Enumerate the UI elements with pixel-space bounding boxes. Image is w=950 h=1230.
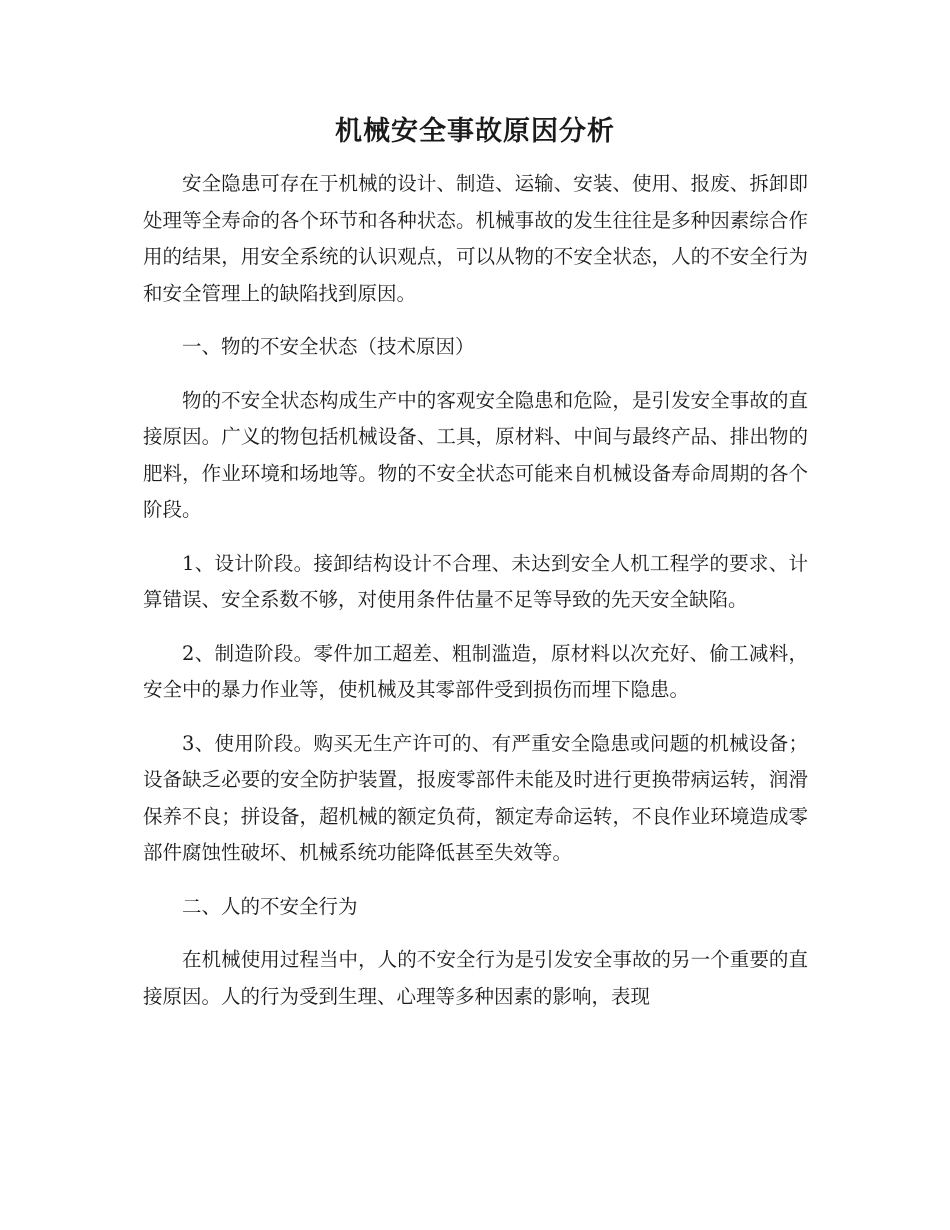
list-item-usage-stage: 3、使用阶段。购买无生产许可的、有严重安全隐患或问题的机械设备；设备缺乏必要的安全防护装置，报废零部件未能及时进行更换带病运转，润滑保养不良；拼设备，超机械的额定负荷，额定寿命运转，不良作业环境造成零部件腐蚀性破坏、机械系统功能降低甚至失效等。 <box>143 731 808 864</box>
section-heading-1: 一、物的不安全状态（技术原因） <box>182 335 475 358</box>
body-paragraph: 在机械使用过程当中，人的不安全行为是引发安全事故的另一个重要的直接原因。人的行为受到生理、心理等多种因素的影响，表现 <box>143 948 808 1008</box>
list-item-manufacturing-stage: 2、制造阶段。零件加工超差、粗制滥造，原材料以次充好、偷工减料，安全中的暴力作业等，使机械及其零部件受到损伤而埋下隐患。 <box>143 641 808 701</box>
list-item-design-stage: 1、设计阶段。接卸结构设计不合理、未达到安全人机工程学的要求、计算错误、安全系数不够，对使用条件估量不足等导致的先天安全缺陷。 <box>143 551 808 611</box>
section-heading-2: 二、人的不安全行为 <box>182 894 358 918</box>
document-title: 机械安全事故原因分析 <box>335 116 615 147</box>
intro-paragraph: 安全隐患可存在于机械的设计、制造、运输、安装、使用、报废、拆卸即处理等全寿命的各个环节和各种状态。机械事故的发生往往是多种因素综合作用的结果，用安全系统的认识观点，可以从物的不安全状态，人的不安全行为和安全管理上的缺陷找到原因。 <box>143 172 808 305</box>
document-body <box>143 166 808 1032</box>
body-paragraph: 物的不安全状态构成生产中的客观安全隐患和危险，是引发安全事故的直接原因。广义的物包括机械设备、工具，原材料、中间与最终产品、排出物的肥料，作业环境和场地等。物的不安全状态可能来自机械设备寿命周期的各个阶段。 <box>143 388 808 521</box>
